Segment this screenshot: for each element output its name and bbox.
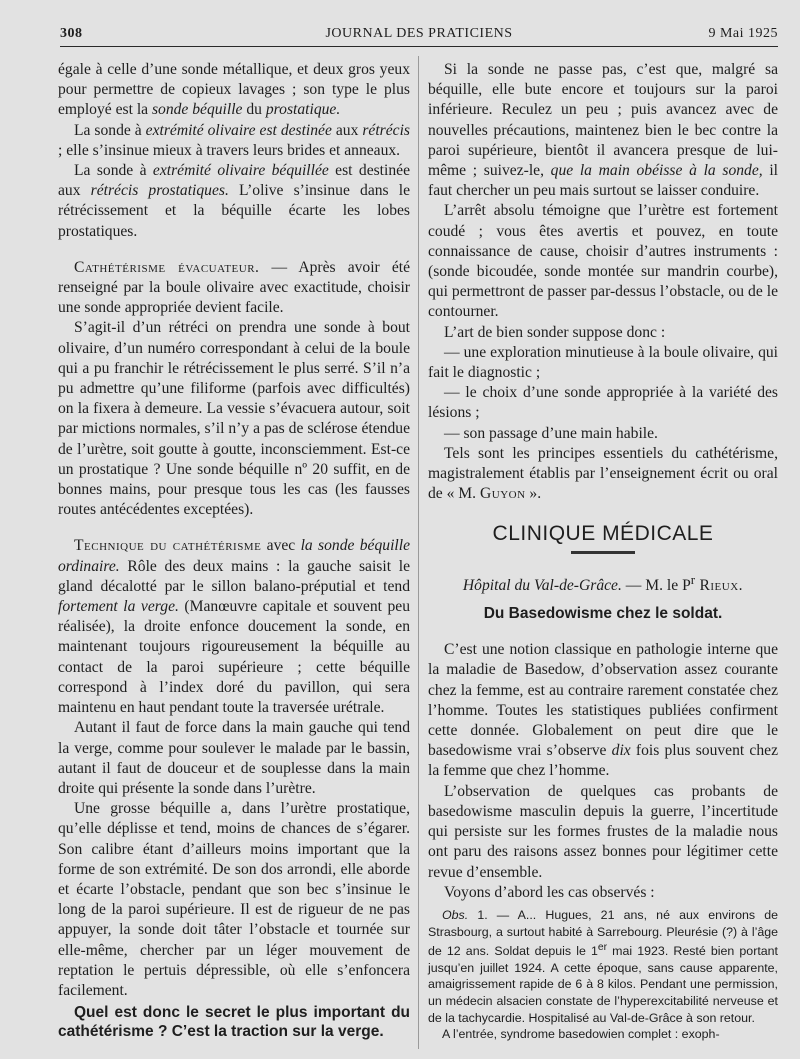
paragraph: Si la sonde ne passe pas, c’est que, malgré sa béquille, elle bute encore et toujours sur la paroi inférieure. Reculez un peu ; puis avancez avec de nouvelles précautions, maintenez bien le bec contre la paroi supérieure, bientôt il avancera presque de lui-même ; suivez-le, que la main obéisse à la sonde, il faut chercher un peu mais surtout se laisser conduire. — [428, 61, 778, 200]
paragraph: Autant il faut de force dans la main gauche qui tend la verge, comme pour soulever le malade par le bassin, autant il faut de douceur et de souplesse dans la main droite qui présente la sonde dans l’urètre. — [58, 719, 410, 797]
paragraph: S’agit-il d’un rétréci on prendra une sonde à bout olivaire, d’un numéro correspondant à celui de la boule qui a pu franchir le rétrécissement le plus serré. S’il n’a pu admettre qu’une filiforme (parfois avec difficultés) on la fixera à demeure. La vessie s’évacuera autour, soit par mictions normales, s’il n’y a pas de sclérose étendue de l’urètre, soit goutte à goutte, inconsciemment. Est-ce un prostatique ? Une sonde béquille nº 20 suffit, en de bonnes mains, pour presque tous les cas (les fausses routes antécédentes exceptées). — [58, 319, 410, 519]
key-question: Quel est donc le secret le plus important du cathétérisme ? C’est la traction sur la verge. — [58, 1004, 410, 1041]
paragraph: Cathétérisme évacuateur. — Après avoir été renseigné par la boule olivaire avec exactitude, choisir une sonde appropriée devient facile. — [58, 258, 410, 317]
section-title: CLINIQUE MÉDICALE — [492, 522, 714, 546]
paragraph: — le choix d’une sonde appropriée à la variété des lésions ; — [428, 384, 778, 422]
paragraph: L’observation de quelques cas probants de basedowisme masculin depuis la guerre, l’incertitude qui persiste sur les formes frustes de la maladie nous ont paru des raisons assez bonnes pour légitimer cette revue d’ensemble. — [428, 782, 778, 881]
section-rule — [571, 551, 635, 554]
paragraph: Tels sont les principes essentiels du cathétérisme, magistralement établis par l’enseignement écrit ou oral de « M. Guyon ». — [428, 444, 778, 503]
article-title: Du Basedowisme chez le soldat. — [483, 605, 723, 623]
case-observation — [428, 907, 778, 1043]
section-heading: Cathétérisme évacuateur. — [74, 258, 260, 276]
column-divider — [418, 56, 419, 1049]
article-byline: Hôpital du Val-de-Grâce. — M. le $P^r$ Rieux. — [462, 571, 744, 594]
spacer — [58, 242, 410, 258]
paragraph: Une grosse béquille a, dans l’urètre prostatique, qu’elle déplisse et tend, moins de chances de s’égarer. Son calibre étant d’ailleurs moins important que la forme de son extrémité. De son dos arrondi, elle aborde et écarte l’obstacle, pendant que son bec s’insinue le long de la paroi supérieure. Il est de rigueur de ne pas appuyer, la sonde doit tâter l’obstacle et tournée sur elle-même, chercher par un léger mouvement de reptation le pertuis dépressible, où elle s’enfoncera facilement. — [58, 800, 410, 999]
paragraph: La sonde à extrémité olivaire béquillée est destinée aux rétrécis prostatiques. L’olive s’insinue dans le rétrécissement et la béquille écarte les lobes prostatiques. — [58, 162, 410, 240]
page-number: 308 — [60, 26, 83, 41]
left-column — [58, 60, 410, 1041]
journal-title: JOURNAL DES PRATICIENS — [325, 26, 513, 41]
paragraph: Voyons d’abord les cas observés : — [444, 883, 655, 901]
paragraph: A l’entrée, syndrome basedowien complet : exoph- — [442, 1027, 720, 1042]
paragraph: — une exploration minutieuse à la boule olivaire, qui fait le diagnostic ; — [428, 343, 778, 382]
page-header — [60, 24, 778, 47]
paragraph: L’arrêt absolu témoigne que l’urètre est fortement coudé ; vous êtes avertis et pouvez, en toute connaissance de cause, choisir d’autres instruments : (sonde bicoudée, sonde montée sur mandrin courbe), qui permettront de passer par-dessus l’obstacle, ou de le contourner. — [428, 202, 778, 321]
paragraph: L’art de bien sonder suppose donc : — [444, 323, 666, 341]
paragraph: — son passage d’une main habile. — [444, 424, 658, 442]
paragraph: Technique du cathétérisme avec la sonde béquille ordinaire. Rôle des deux mains : la gauche saisit le gland décalotté par le sillon balano-préputial et tend fortement la verge. (Manœuvre capitale et souvent peu réalisée), la droite enfonce doucement la sonde, en maintenant toujours rigoureusement la béquille au contact de la paroi supérieure ; cette béquille correspond à l’index doré du pavillon, qui sera maintenu en haut pendant toute la traversée urétrale. — [58, 537, 410, 717]
issue-date: 9 Mai 1925 — [708, 26, 778, 41]
paragraph: C’est une notion classique en pathologie interne que la maladie de Basedow, d’observation assez courante chez la femme, est au contraire rarement constatée chez l’homme. Toutes les statistiques publiées confirment cette donnée. Globalement on peut dire que le basedowisme vrai s’observe dix fois plus souvent chez la femme que chez l’homme. — [428, 641, 778, 780]
right-column — [428, 60, 778, 1043]
spacer — [58, 520, 410, 536]
paragraph: égale à celle d’une sonde métallique, et deux gros yeux pour permettre de copieux lavages ; son type le plus employé est la sonde béquille du prostatique. — [58, 61, 410, 119]
section-heading: Technique du cathétérisme — [74, 537, 262, 555]
paragraph: Obs. 1. — A... Hugues, 21 ans, né aux environs de Strasbourg, a surtout habité à Sarrebourg. Pleurésie (?) à l’âge de 12 ans. Soldat depuis le 1er mai 1923. Resté bien portant jusqu’en juillet 1924. A cette époque, sans cause apparente, amaigrissement rapide de 6 à 8 kilos. Pendant une permission, un médecin alsacien constate de l’hyperexcitabilité nerveuse et de la tachycardie. Hospitalisé au Val-de-Grâce à son retour. — [428, 907, 778, 1025]
paragraph: La sonde à extrémité olivaire est destinée aux rétrécis ; elle s’insinue mieux à travers leurs brides et anneaux. — [58, 121, 410, 159]
